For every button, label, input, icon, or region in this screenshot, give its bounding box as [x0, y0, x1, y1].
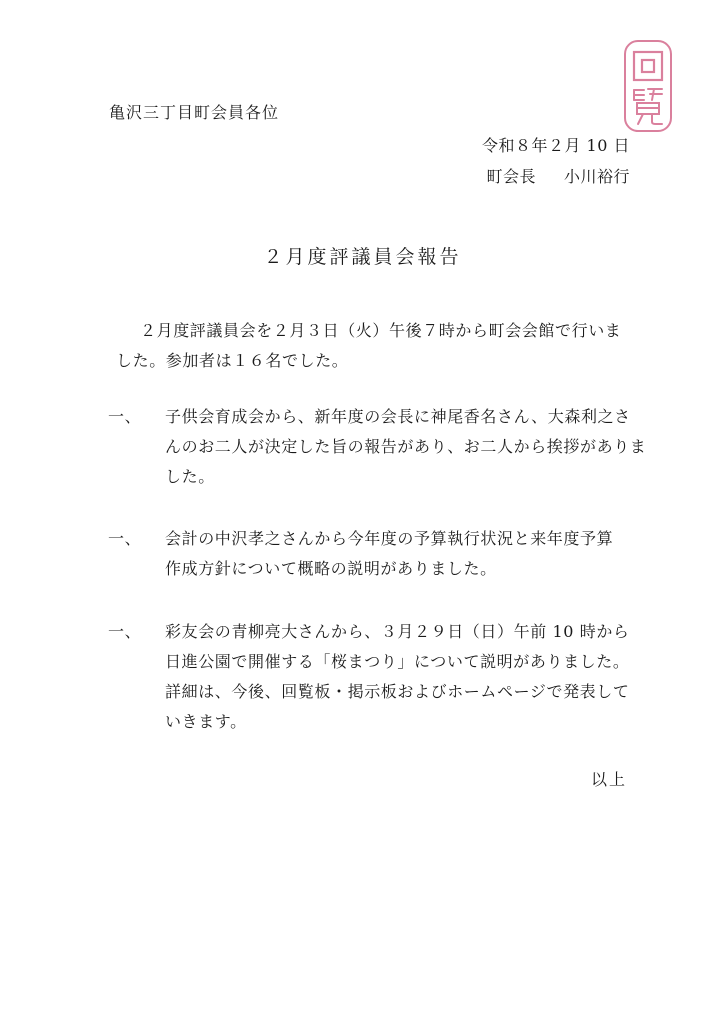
item-line: 詳細は、今後、回覧板・掲示板およびホームページで発表して	[165, 682, 630, 701]
intro-line: ２月度評議員会を２月３日（火）午後７時から町会会館で行いま	[140, 321, 622, 340]
item-mark: 一、	[108, 529, 142, 548]
item-line: 子供会育成会から、新年度の会長に神尾香名さん、大森利之さ	[165, 407, 631, 426]
closing-mark: 以上	[590, 770, 627, 789]
item-line: 彩友会の青柳亮大さんから、３月２９日（日）午前 10 時から	[165, 622, 630, 641]
item-line: 日進公園で開催する「桜まつり」について説明がありました。	[165, 652, 630, 671]
stamp-glyphs-icon	[626, 42, 670, 130]
report-item	[108, 402, 648, 492]
signature-block	[486, 164, 630, 187]
item-line: いきます。	[165, 712, 247, 731]
page-title: ２月度評議員会報告	[263, 246, 462, 268]
item-line: 会計の中沢孝之さんから今年度の予算執行状況と来年度予算	[165, 529, 614, 548]
item-mark: 一、	[108, 407, 142, 426]
signer-role: 町会長	[486, 167, 536, 186]
circulation-stamp	[624, 40, 672, 132]
report-item	[108, 617, 648, 737]
intro-line: した。参加者は１６名でした。	[116, 351, 349, 370]
report-item	[108, 524, 648, 584]
document-date: 令和８年２月 10 日	[481, 136, 630, 155]
item-line: した。	[165, 467, 215, 486]
signer-name: 小川裕行	[563, 167, 630, 186]
item-line: んのお二人が決定した旨の報告があり、お二人から挨拶がありま	[165, 437, 647, 456]
item-mark: 一、	[108, 622, 142, 641]
item-line: 作成方針について概略の説明がありました。	[165, 559, 497, 578]
addressee: 亀沢三丁目町会員各位	[109, 103, 280, 122]
intro-paragraph	[116, 316, 640, 376]
